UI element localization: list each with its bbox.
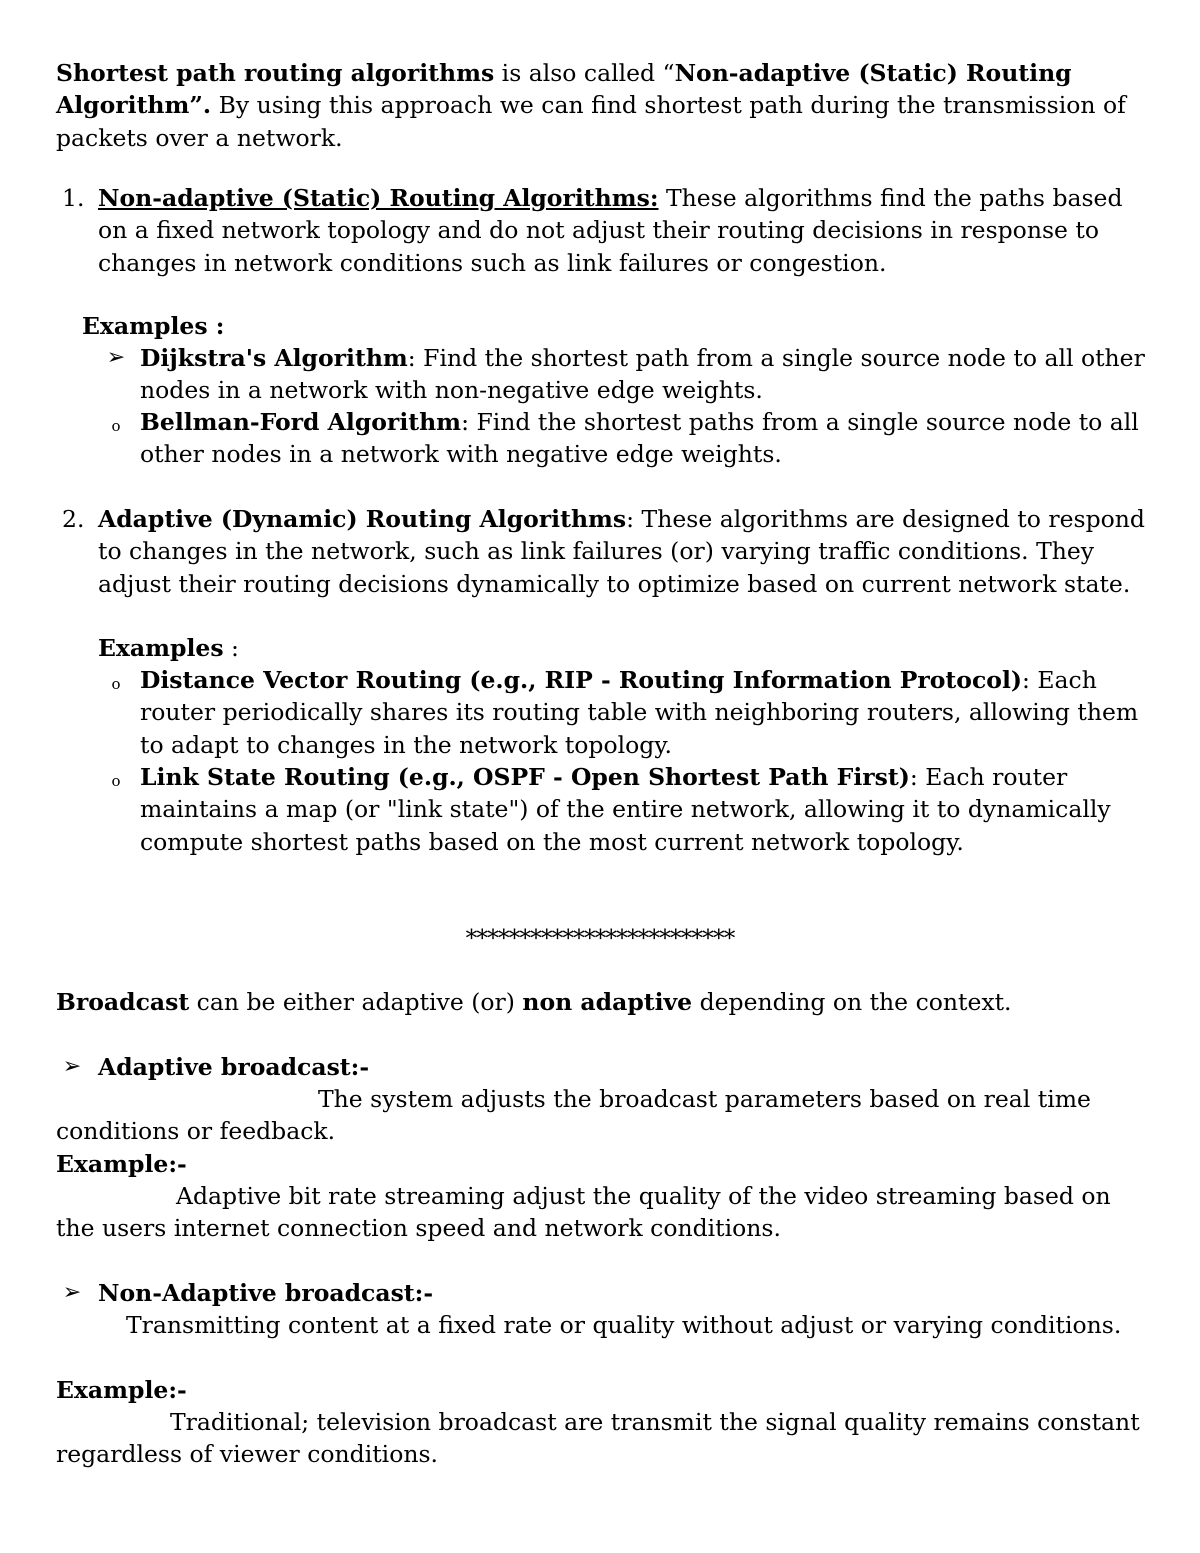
- arrow-bullet-icon: ➢: [62, 1054, 82, 1079]
- section2-example-2: [140, 761, 1156, 858]
- example-text: : Find the shortest path from a single source node to all other nodes in a network with non-negative edge weights.: [140, 344, 1145, 405]
- adaptive-example-label: Example:-: [56, 1150, 187, 1178]
- broadcast-text-2: depending on the context.: [692, 988, 1012, 1016]
- broadcast-term: Broadcast: [56, 988, 190, 1016]
- arrow-bullet-icon: ➢: [62, 1280, 82, 1305]
- intro-text-1: is also called “: [494, 59, 675, 87]
- circle-bullet-icon: o: [111, 675, 121, 693]
- circle-bullet-icon: o: [111, 772, 121, 790]
- intro-text-2: By using this approach we can find shortest path during the transmission of packets over a network.: [56, 91, 1126, 152]
- intro-paragraph: [56, 57, 1156, 154]
- example-title: Distance Vector Routing (e.g., RIP - Routing Information Protocol): [140, 666, 1022, 694]
- section2-example-1: [140, 664, 1156, 761]
- adaptive-heading: Adaptive broadcast:-: [98, 1053, 370, 1081]
- section2-number: 2.: [62, 505, 85, 533]
- example-title: Dijkstra's Algorithm: [140, 344, 408, 372]
- nonadaptive-description: Transmitting content at a fixed rate or quality without adjust or varying conditions.: [126, 1311, 1122, 1339]
- section2-examples-colon: :: [223, 634, 239, 662]
- circle-bullet-icon: o: [111, 417, 121, 435]
- section2-title: Adaptive (Dynamic) Routing Algorithms: [98, 505, 627, 533]
- section1-examples-label: Examples :: [82, 312, 225, 340]
- section1-example-2: [140, 406, 1156, 471]
- arrow-bullet-icon: ➢: [106, 345, 126, 370]
- section1-title: Non-adaptive (Static) Routing Algorithms:: [98, 184, 659, 212]
- nonadaptive-example-text: Traditional; television broadcast are transmit the signal quality remains constant regardless of viewer conditions.: [56, 1408, 1140, 1469]
- separator: *************************: [465, 924, 735, 952]
- broadcast-text-1: can be either adaptive (or): [189, 988, 523, 1016]
- section2-examples-label: Examples: [98, 634, 224, 662]
- broadcast-paragraph: [56, 986, 1156, 1018]
- section2-paragraph: [98, 503, 1156, 600]
- section1-paragraph: [98, 182, 1156, 279]
- adaptive-example-text: Adaptive bit rate streaming adjust the quality of the video streaming based on the users internet connection speed and network conditions.: [56, 1182, 1111, 1243]
- section1-text: These algorithms find the paths based on a fixed network topology and do not adjust their routing decisions in response to changes in network conditions such as link failures or congestion.: [98, 184, 1123, 277]
- intro-term: Shortest path routing algorithms: [56, 59, 495, 87]
- nonadaptive-example-label: Example:-: [56, 1376, 187, 1404]
- section2-text: : These algorithms are designed to respond to changes in the network, such as link failures (or) varying traffic conditions. They adjust their routing decisions dynamically to optimize based on current network state.: [98, 505, 1145, 598]
- section2-examples: [98, 632, 239, 664]
- adaptive-description: The system adjusts the broadcast parameters based on real time conditions or feedback.: [56, 1085, 1091, 1146]
- nonadaptive-heading: Non-Adaptive broadcast:-: [98, 1279, 434, 1307]
- broadcast-term-2: non adaptive: [522, 988, 693, 1016]
- example-text: : Each router maintains a map (or "link state") of the entire network, allowing it to dynamically compute shortest paths based on the most current network topology.: [140, 763, 1111, 856]
- example-text: : Find the shortest paths from a single source node to all other nodes in a network with negative edge weights.: [140, 408, 1139, 469]
- section1-number: 1.: [62, 184, 85, 212]
- intro-term-2: Non-adaptive (Static) Routing Algorithm”.: [56, 59, 1072, 120]
- example-text: : Each router periodically shares its routing table with neighboring routers, allowing them to adapt to changes in the network topology.: [140, 666, 1139, 759]
- example-title: Link State Routing (e.g., OSPF - Open Shortest Path First): [140, 763, 910, 791]
- section1-example-1: [140, 342, 1156, 407]
- example-title: Bellman-Ford Algorithm: [140, 408, 462, 436]
